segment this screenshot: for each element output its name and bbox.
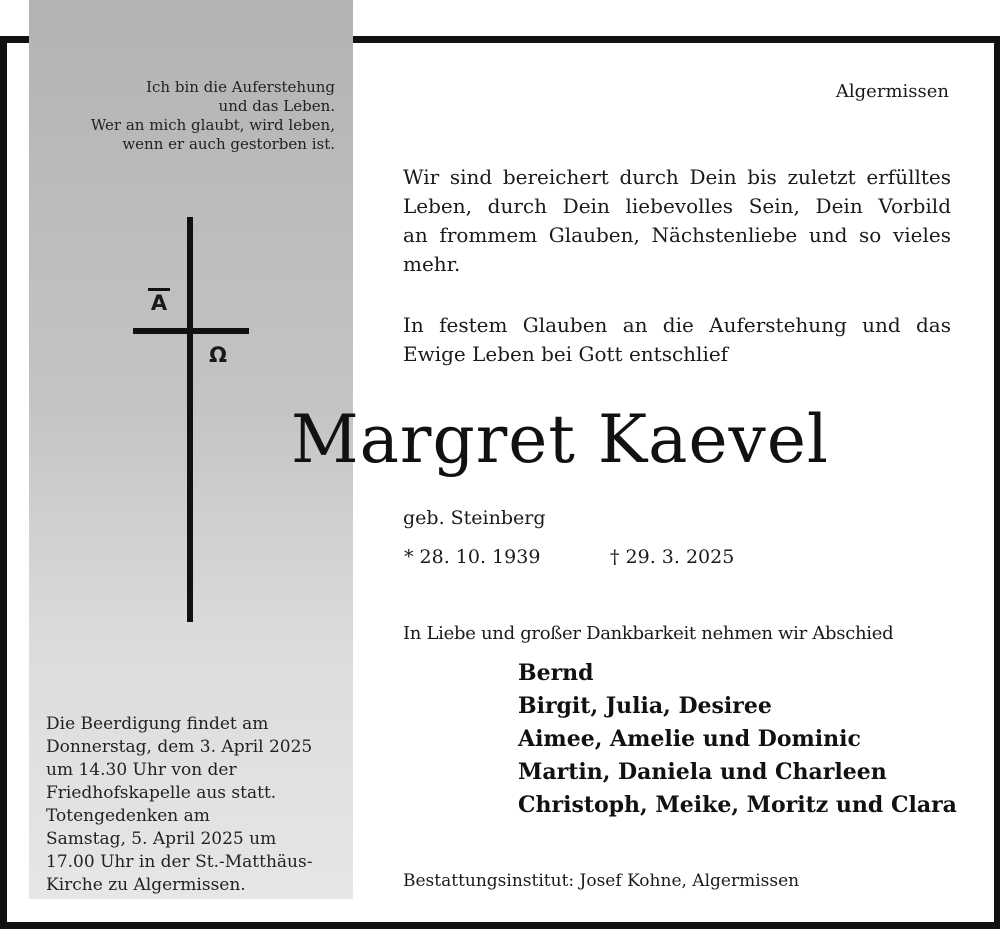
funeral-line: Friedhofskapelle aus statt. [46,783,277,803]
tribute-line: Leben, durch Dein liebevolles Sein, Dein Vorbild [403,194,951,218]
funeral-line: Donnerstag, dem 3. April 2025 [46,737,313,757]
alpha-symbol: A [150,291,168,315]
funeral-line: Kirche zu Algermissen. [46,875,246,895]
tribute-paragraph [403,163,951,279]
faith-line: Ewige Leben bei Gott entschlief [403,342,729,366]
family-line: Martin, Daniela und Charleen [518,759,887,785]
family-line: Christoph, Meike, Moritz und Clara [518,792,957,818]
bible-verse [40,78,335,154]
family-line: Aimee, Amelie und Dominic [518,726,861,752]
farewell-text: In Liebe und großer Dankbarkeit nehmen wir Abschied [403,623,894,644]
tribute-line: an frommem Glauben, Nächstenliebe und so vieles [403,223,951,247]
family-list [518,657,957,822]
verse-line: Wer an mich glaubt, wird leben, [90,116,335,134]
funeral-details [46,713,346,897]
faith-line: In festem Glauben an die Auferstehung und das [403,313,951,337]
faith-paragraph [403,311,951,369]
funeral-line: Totengedenken am [46,806,210,826]
maiden-name: geb. Steinberg [403,507,546,529]
undertaker-line: Bestattungsinstitut: Josef Kohne, Algermissen [403,871,800,891]
verse-line: und das Leben. [218,97,335,115]
place-name: Algermissen [835,81,949,102]
cross-icon [187,217,193,622]
funeral-line: 17.00 Uhr in der St.-Matthäus- [46,852,313,872]
tribute-line: mehr. [403,252,461,276]
birth-date: * 28. 10. 1939 [404,546,541,568]
cross-crossbar [133,328,249,334]
family-line: Birgit, Julia, Desiree [518,693,772,719]
family-line: Bernd [518,660,594,686]
verse-line: Ich bin die Auferstehung [146,78,335,96]
deceased-name: Margret Kaevel [291,401,830,478]
funeral-line: Samstag, 5. April 2025 um [46,829,277,849]
tribute-line: Wir sind bereichert durch Dein bis zuletzt erfülltes [403,165,951,189]
verse-line: wenn er auch gestorben ist. [122,135,335,153]
omega-symbol: Ω [209,343,227,367]
funeral-line: Die Beerdigung findet am [46,714,269,734]
funeral-line: um 14.30 Uhr von der [46,760,237,780]
death-date: † 29. 3. 2025 [610,546,735,568]
